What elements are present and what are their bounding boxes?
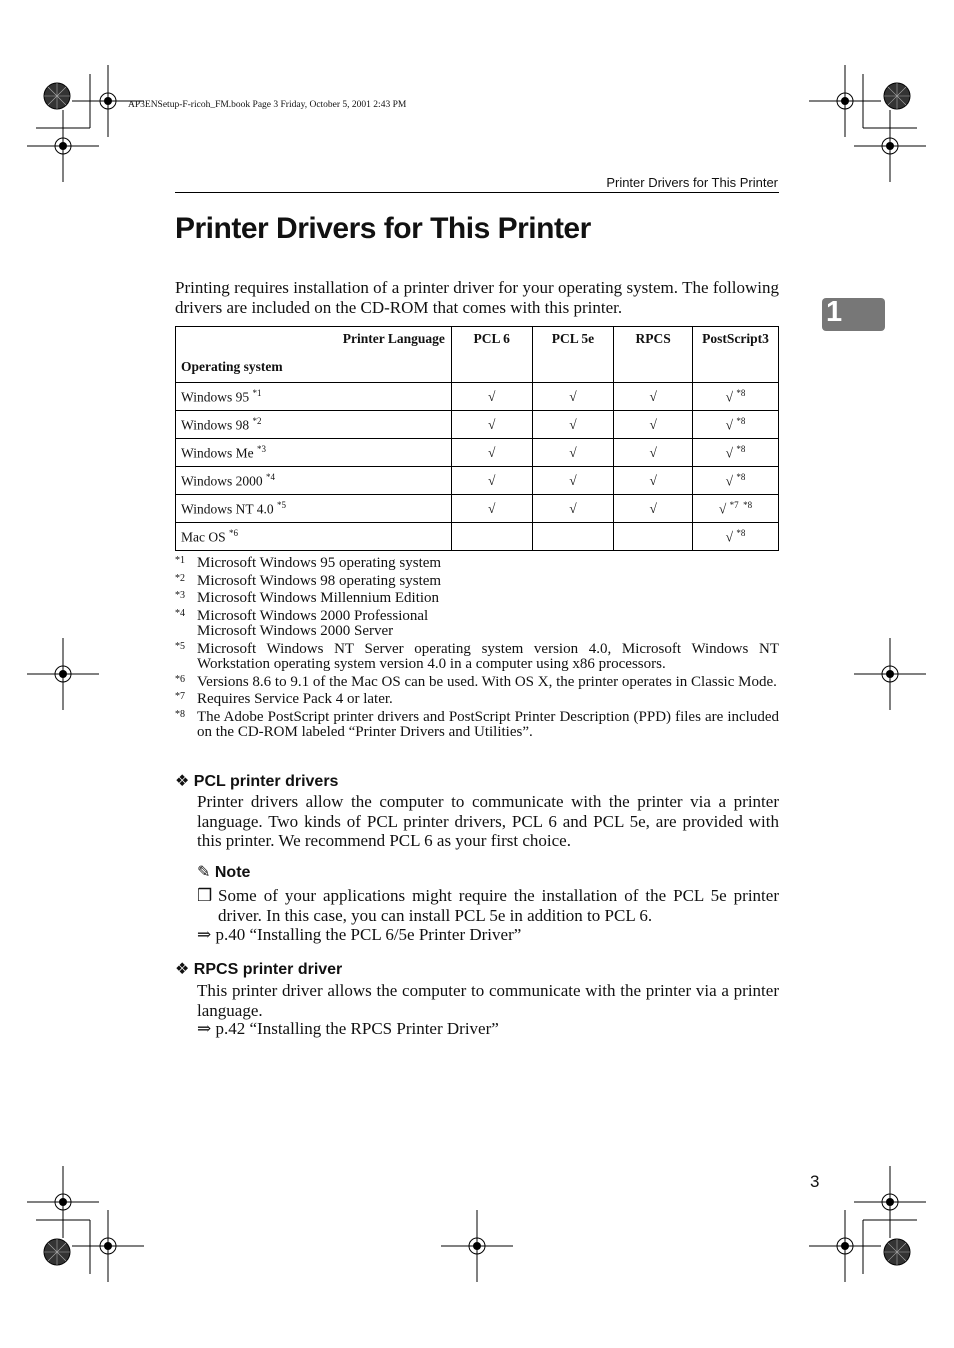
column-header: RPCS	[614, 327, 693, 383]
os-cell: Windows Me $^{*3}$	[176, 439, 452, 467]
file-info: AP3ENSetup-F-ricoh_FM.book Page 3 Friday, October 5, 2001 2:43 PM	[128, 100, 407, 110]
footnote-ref: *8	[736, 415, 746, 426]
note-item: ❒ Some of your applications might require the installation of the PCL 5e printer driver. In this case, you can install PCL 5e in addition to PCL 6.	[197, 886, 779, 925]
corner-top-label: Printer Language	[342, 331, 445, 346]
check-cell: √	[451, 411, 532, 439]
rpcs-body: This printer driver allows the computer to communicate with the printer via a printer language.	[197, 981, 779, 1020]
check-cell	[532, 523, 614, 551]
footnotes	[175, 556, 779, 743]
check-cell: √	[614, 383, 693, 411]
footnote: *4 Microsoft Windows 2000 Professional Microsoft Windows 2000 Server	[175, 607, 429, 639]
footnote-ref: *8	[736, 387, 746, 398]
table-row	[176, 467, 779, 495]
os-cell: Windows 95 $^{*1}$	[176, 383, 452, 411]
header-rule	[175, 192, 779, 193]
registration-mark	[809, 1166, 926, 1282]
page-number: 3	[810, 1172, 820, 1191]
check-cell: √	[532, 383, 614, 411]
check-cell: √	[532, 495, 614, 523]
driver-table	[175, 326, 779, 551]
check-cell: √ $^{*8}$	[693, 439, 779, 467]
footnote: *1 Microsoft Windows 95 operating system	[175, 555, 442, 571]
footnote: *6 Versions 8.6 to 9.1 of the Mac OS can be used. With OS X, the printer operates in Classic Mode.	[175, 673, 777, 690]
footnote-ref: *8	[736, 443, 746, 454]
registration-mark	[27, 65, 144, 182]
table-row	[176, 383, 779, 411]
diamond-icon: ❖	[175, 773, 190, 790]
chapter-number: 1	[826, 296, 843, 328]
footnote-ref: *3	[256, 443, 266, 454]
check-cell: √ $^{*8}$	[693, 523, 779, 551]
check-cell: √ $^{*8}$	[693, 383, 779, 411]
registration-mark	[809, 65, 926, 182]
column-header: PCL 5e	[532, 327, 614, 383]
registration-mark	[27, 1166, 513, 1282]
footnote-ref: *6	[229, 527, 238, 538]
footnote: *7 Requires Service Pack 4 or later.	[175, 691, 393, 707]
footnote-ref: *5	[276, 499, 286, 510]
check-cell: √	[532, 439, 614, 467]
chapter-tab	[822, 298, 885, 331]
footnote: *2 Microsoft Windows 98 operating system	[175, 572, 442, 589]
footnote-ref: *1	[252, 387, 262, 398]
check-cell: √	[451, 467, 532, 495]
footnote-ref: *8	[736, 471, 746, 482]
table-corner-cell	[176, 327, 452, 383]
footnote-ref: *4	[265, 471, 275, 482]
os-cell: Mac OS $^{*6}$	[176, 523, 452, 551]
check-cell	[451, 523, 532, 551]
column-header: PCL 6	[451, 327, 532, 383]
note-heading: ✎ Note	[197, 864, 251, 881]
rpcs-reference: ⇒ p.42 “Installing the RPCS Printer Driver”	[197, 1019, 499, 1038]
check-cell: √ $^{*8}$	[693, 467, 779, 495]
footnote-ref: *2	[252, 415, 262, 426]
check-cell: √	[614, 467, 693, 495]
corner-bottom-label: Operating system	[181, 359, 283, 374]
check-cell: √	[451, 439, 532, 467]
footnote: *5 Microsoft Windows NT Server operating system version 4.0, Microsoft Windows NT Workstation operating system version 4.0 in a computer using x86 processors.	[175, 640, 779, 672]
pencil-icon: ✎	[197, 864, 211, 881]
os-cell: Windows 98 $^{*2}$	[176, 411, 452, 439]
check-cell: √	[451, 383, 532, 411]
check-cell: √	[451, 495, 532, 523]
table-row	[176, 439, 779, 467]
footnote: *8 The Adobe PostScript printer drivers and PostScript Printer Description (PPD) files are included on the CD-ROM labeled “Printer Drivers and Utilities”.	[175, 708, 779, 740]
table-row	[176, 411, 779, 439]
checkbox-icon: ❒	[197, 886, 213, 905]
pcl-body: Printer drivers allow the computer to communicate with the printer via a printer language. Two kinds of PCL printer drivers, PCL 6 and PCL 5e, are provided with this printer. We recommend PCL 6 as your first choice.	[197, 792, 779, 850]
pcl-section-heading: ❖ PCL printer drivers	[175, 773, 339, 790]
check-cell: √ $^{*8}$	[693, 411, 779, 439]
arrow-icon: ⇒	[197, 925, 212, 944]
check-cell: √ $^{*7 *8}$	[693, 495, 779, 523]
page-title: Printer Drivers for This Printer	[175, 212, 591, 245]
check-cell: √	[614, 495, 693, 523]
running-header: Printer Drivers for This Printer	[606, 175, 778, 190]
os-cell: Windows 2000 $^{*4}$	[176, 467, 452, 495]
column-header: PostScript3	[693, 327, 779, 383]
footnote: *3 Microsoft Windows Millennium Edition	[175, 590, 440, 606]
os-cell: Windows NT 4.0 $^{*5}$	[176, 495, 452, 523]
check-cell: √	[614, 439, 693, 467]
arrow-icon: ⇒	[197, 1019, 212, 1038]
footnote-ref: *8	[736, 527, 746, 538]
check-cell	[614, 523, 693, 551]
check-cell: √	[532, 467, 614, 495]
diamond-icon: ❖	[175, 961, 190, 978]
table-row	[176, 495, 779, 523]
pcl-reference: ⇒ p.40 “Installing the PCL 6/5e Printer Driver”	[197, 925, 522, 944]
table-row	[176, 523, 779, 551]
check-cell: √	[614, 411, 693, 439]
footnote-ref: *7 *8	[729, 499, 753, 510]
table-header-row	[176, 327, 779, 383]
rpcs-section-heading: ❖ RPCS printer driver	[175, 961, 343, 978]
intro-paragraph: Printing requires installation of a printer driver for your operating system. The following drivers are included on the CD-ROM that comes with this printer.	[175, 278, 779, 317]
check-cell: √	[532, 411, 614, 439]
